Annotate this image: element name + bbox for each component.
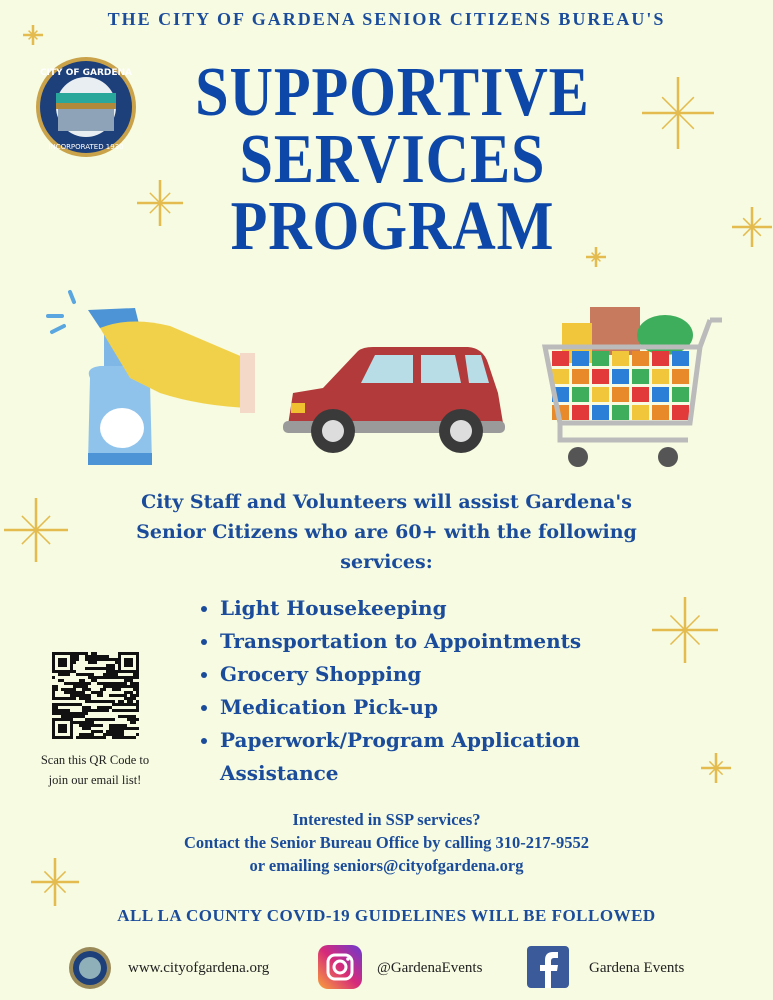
spray-bottle-icon [40, 288, 255, 470]
shopping-cart-icon [540, 305, 725, 470]
facebook-page[interactable]: Gardena Events [589, 960, 685, 976]
cart-item [632, 351, 649, 366]
svg-text:CITY OF GARDENA: CITY OF GARDENA [39, 68, 133, 78]
title-line-3: PROGRAM [230, 188, 555, 265]
facebook-icon[interactable] [527, 946, 569, 988]
qr-caption-line-2: join our email list! [48, 773, 142, 787]
title-line-2: SERVICES [239, 121, 546, 198]
title-line-1: SUPPORTIVE [195, 54, 590, 131]
cart-item [572, 387, 589, 402]
website-link[interactable]: www.cityofgardena.org [128, 960, 270, 976]
contact-line-2: Contact the Senior Bureau Office by calling 310-217-9552 [184, 833, 589, 852]
contact-info [0, 808, 773, 877]
contact-line-3: or emailing seniors@cityofgardena.org [249, 856, 524, 875]
covid-notice: ALL LA COUNTY COVID-19 GUIDELINES WILL BE FOLLOWED [117, 906, 656, 925]
service-item: Medication Pick-up [198, 691, 590, 724]
bureau-subtitle: THE CITY OF GARDENA SENIOR CITIZENS BUREAU'S [107, 9, 666, 29]
cart-item [592, 405, 609, 420]
cart-item [672, 351, 689, 366]
qr-caption [10, 750, 180, 790]
cart-item [552, 369, 569, 384]
services-list [198, 592, 590, 790]
cart-item [632, 369, 649, 384]
intro-line-1: City Staff and Volunteers will assist Gardena's [141, 491, 632, 513]
star-icon [652, 597, 718, 663]
cart-item [672, 405, 689, 420]
service-item: Paperwork/Program Application Assistance [198, 724, 590, 790]
cart-item [632, 387, 649, 402]
city-seal-logo [34, 55, 138, 159]
cart-item [652, 369, 669, 384]
cart-item [572, 369, 589, 384]
cart-item [672, 369, 689, 384]
cart-item [592, 351, 609, 366]
service-item: Transportation to Appointments [198, 625, 590, 658]
cart-item [612, 405, 629, 420]
cart-item [652, 405, 669, 420]
service-item: Light Housekeeping [198, 592, 590, 625]
qr-code[interactable] [51, 651, 139, 739]
cart-item [572, 351, 589, 366]
svg-text:INCORPORATED 1930: INCORPORATED 1930 [48, 143, 124, 151]
cart-item [652, 387, 669, 402]
instagram-icon[interactable] [318, 945, 362, 989]
car-icon [283, 343, 508, 458]
intro-line-2: Senior Citizens who are 60+ with the following [136, 521, 637, 543]
cart-item [612, 369, 629, 384]
cart-item [592, 369, 609, 384]
cart-item [592, 387, 609, 402]
instagram-handle[interactable]: @GardenaEvents [377, 960, 483, 976]
cart-item [632, 405, 649, 420]
cart-item [612, 351, 629, 366]
cart-item [612, 387, 629, 402]
star-icon [732, 207, 772, 247]
city-seal-small-icon [68, 946, 112, 990]
intro-text [0, 487, 773, 577]
cart-item [672, 387, 689, 402]
star-icon [701, 753, 731, 783]
cart-item [652, 351, 669, 366]
cart-item [552, 351, 569, 366]
service-item: Grocery Shopping [198, 658, 590, 691]
contact-line-1: Interested in SSP services? [292, 810, 481, 829]
intro-line-3: services: [340, 551, 433, 573]
qr-caption-line-1: Scan this QR Code to [40, 753, 150, 767]
cart-item [572, 405, 589, 420]
